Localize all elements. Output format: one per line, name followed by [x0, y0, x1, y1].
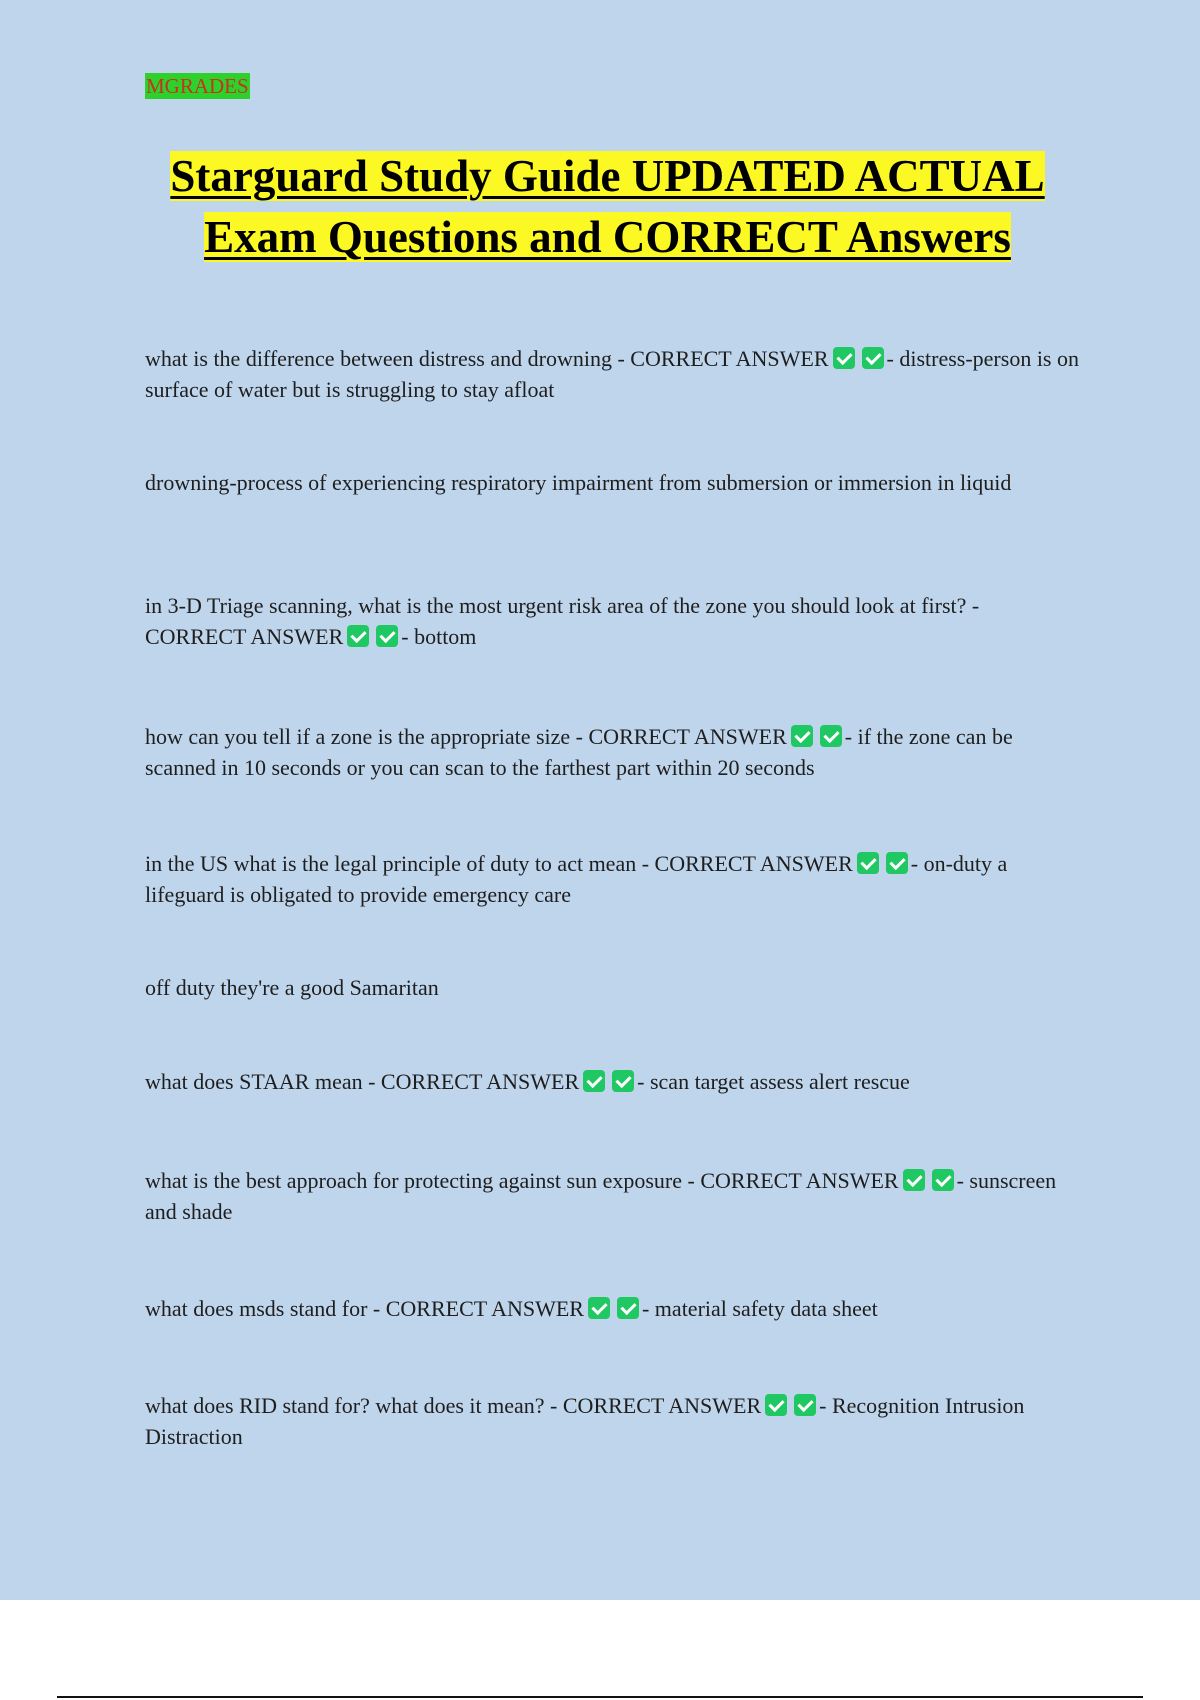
- qa-item-staar: [145, 1066, 1080, 1097]
- check-mark-icon: [794, 1394, 816, 1416]
- check-mark-icon: [932, 1169, 954, 1191]
- check-mark-icon: [833, 347, 855, 369]
- check-mark-icon: [886, 852, 908, 874]
- check-mark-icon: [612, 1070, 634, 1092]
- question-text: what is the best approach for protecting against sun exposure - CORRECT ANSWER: [145, 1168, 899, 1193]
- question-text: in 3-D Triage scanning, what is the most urgent risk area of the zone you should look at first? - CORRECT ANSWER: [145, 593, 980, 649]
- answer-text: - Recognition Intrusion Distraction: [145, 1393, 1025, 1449]
- brand-watermark: MGRADES: [146, 74, 249, 98]
- check-mark-icon: [765, 1394, 787, 1416]
- check-mark-icon: [903, 1169, 925, 1191]
- check-mark-icon: [820, 725, 842, 747]
- check-mark-icon: [617, 1297, 639, 1319]
- question-text: in the US what is the legal principle of duty to act mean - CORRECT ANSWER: [145, 851, 853, 876]
- qa-item-duty-to-act: [145, 848, 1080, 910]
- page-title-text: Starguard Study Guide UPDATED ACTUAL Exam Questions and CORRECT Answers: [170, 151, 1045, 262]
- check-mark-icon: [862, 347, 884, 369]
- answer-text: - scan target assess alert rescue: [637, 1069, 910, 1094]
- paragraph-text: off duty they're a good Samaritan: [145, 975, 439, 1000]
- question-text: how can you tell if a zone is the appropriate size - CORRECT ANSWER: [145, 724, 787, 749]
- check-mark-icon: [588, 1297, 610, 1319]
- check-mark-icon: [376, 625, 398, 647]
- check-mark-icon: [583, 1070, 605, 1092]
- answer-text: - material safety data sheet: [641, 1296, 878, 1321]
- answer-text: - on-duty a lifeguard is obligated to provide emergency care: [145, 851, 1008, 907]
- answer-text: - if the zone can be scanned in 10 seconds or you can scan to the farthest part within 20 seconds: [145, 724, 1013, 780]
- page-divider: [57, 1696, 1143, 1698]
- answer-text: - bottom: [401, 624, 477, 649]
- question-text: what does STAAR mean - CORRECT ANSWER: [145, 1069, 580, 1094]
- check-mark-icon: [347, 625, 369, 647]
- question-text: what is the difference between distress and drowning - CORRECT ANSWER: [145, 346, 829, 371]
- question-text: what does msds stand for - CORRECT ANSWER: [145, 1296, 584, 1321]
- paragraph-text: drowning-process of experiencing respiratory impairment from submersion or immersion in liquid: [145, 470, 1012, 495]
- qa-item-triage-scanning: [145, 590, 1080, 652]
- qa-item-rid: [145, 1390, 1080, 1452]
- answer-text: - distress-person is on surface of water but is struggling to stay afloat: [145, 346, 1079, 402]
- check-mark-icon: [791, 725, 813, 747]
- question-text: what does RID stand for? what does it mean? - CORRECT ANSWER: [145, 1393, 762, 1418]
- qa-item-drowning-definition: [145, 467, 1080, 498]
- qa-item-zone-size: [145, 721, 1080, 783]
- qa-item-off-duty: [145, 972, 1080, 1003]
- qa-item-sun-exposure: [145, 1165, 1080, 1227]
- page-title: [145, 146, 1070, 268]
- answer-text: - sunscreen and shade: [145, 1168, 1057, 1224]
- qa-item-msds: [145, 1293, 1080, 1324]
- check-mark-icon: [857, 852, 879, 874]
- qa-item-distress-drowning: [145, 343, 1080, 405]
